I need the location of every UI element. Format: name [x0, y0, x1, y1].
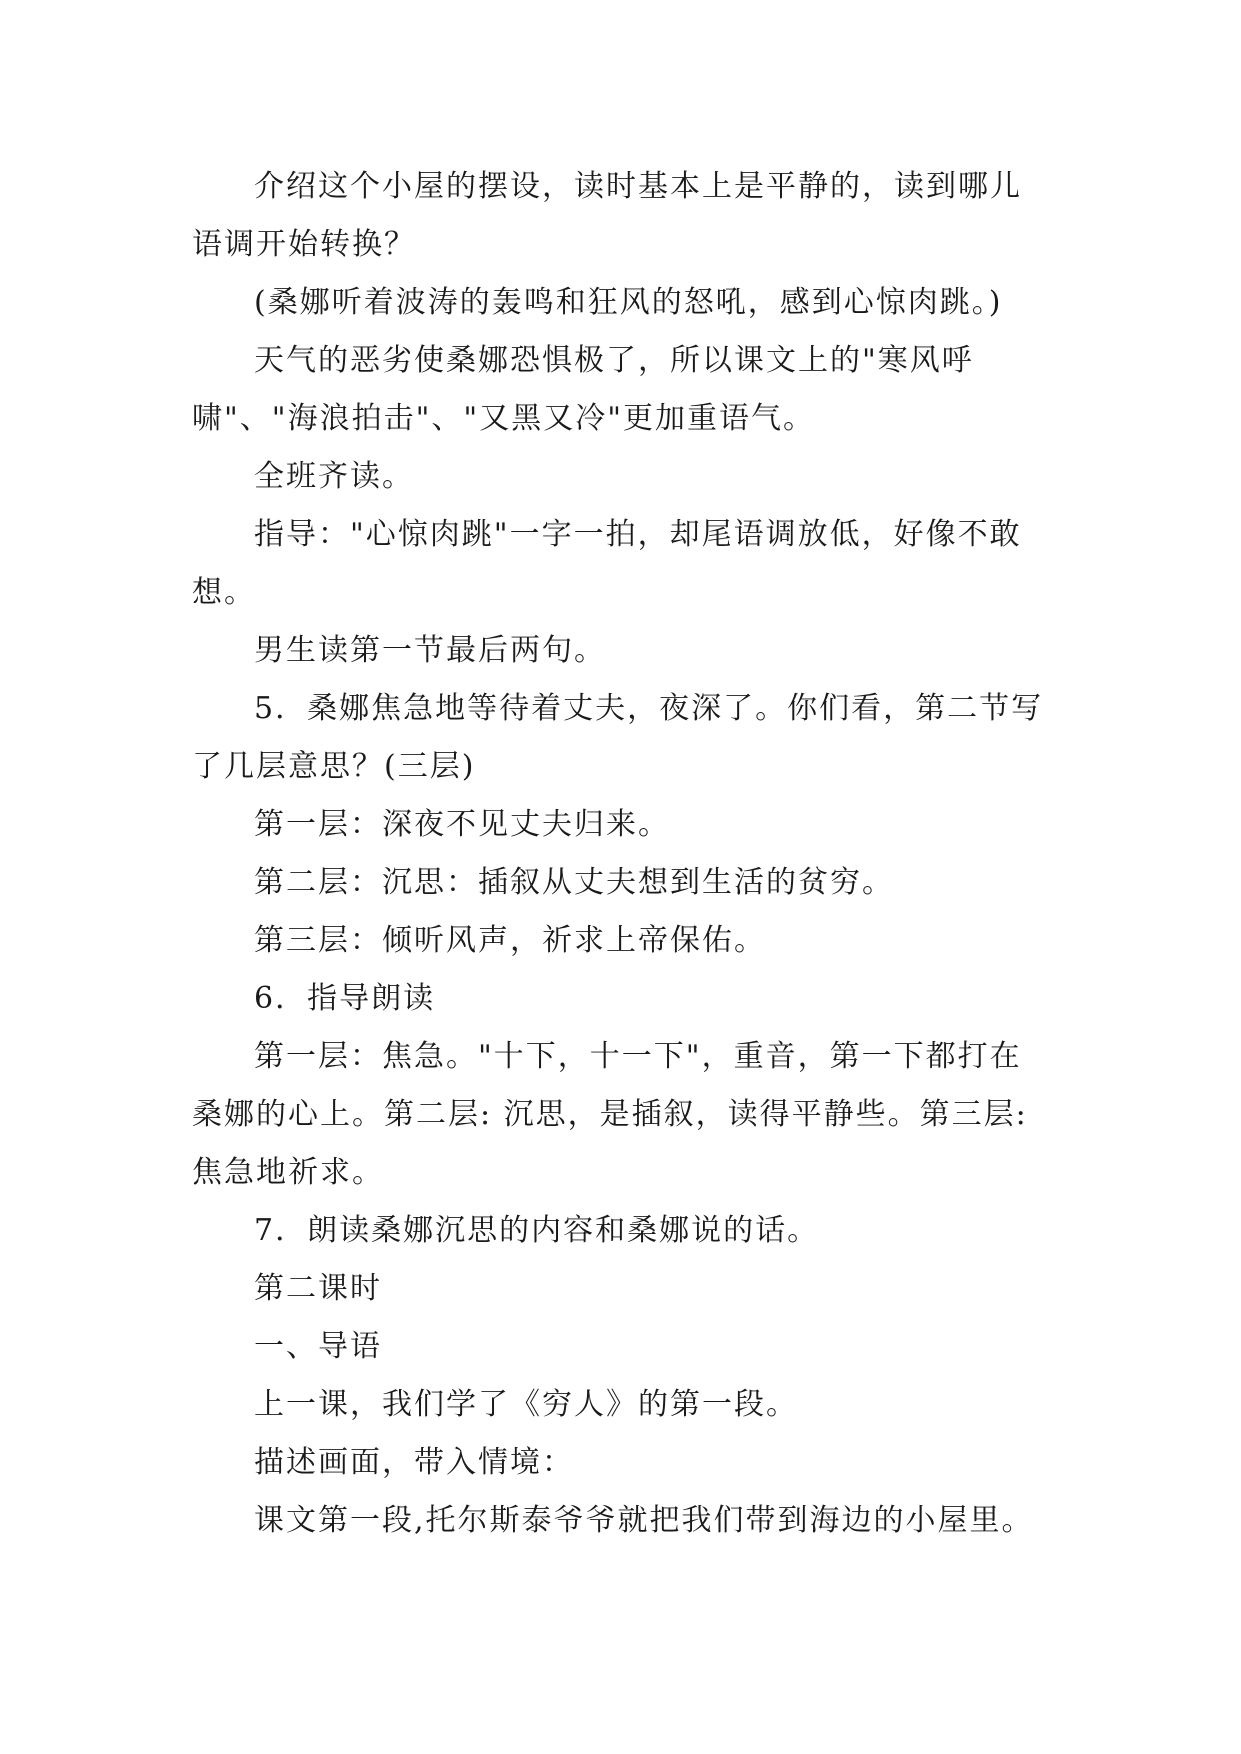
- paragraph: 描述画面，带入情境：: [254, 1445, 574, 1480]
- paragraph: 一、导语: [254, 1329, 382, 1364]
- paragraph: 介绍这个小屋的摆设，读时基本上是平静的，读到哪儿语调开始转换？: [192, 169, 1022, 262]
- paragraph: 7．朗读桑娜沉思的内容和桑娜说的话。: [254, 1213, 820, 1248]
- paragraph: 第二课时: [254, 1271, 382, 1306]
- document-body: [192, 158, 1052, 1550]
- paragraph: 第二层：沉思：插叙从丈夫想到生活的贫穷。: [254, 865, 894, 900]
- paragraph: 天气的恶劣使桑娜恐惧极了，所以课文上的"寒风呼啸"、"海浪拍击"、"又黑又冷"更加重语气。: [192, 343, 974, 436]
- paragraph: 全班齐读。: [254, 459, 414, 494]
- paragraph: 6．指导朗读: [254, 981, 436, 1016]
- paragraph: 第一层：焦急。"十下，十一下"，重音，第一下都打在桑娜的心上。第二层: 沉思，是插叙，读得平静些。第三层: 焦急地祈求。: [192, 1039, 1028, 1190]
- paragraph: 男生读第一节最后两句。: [254, 633, 606, 668]
- paragraph: 指导："心惊肉跳"一字一拍，却尾语调放低，好像不敢想。: [192, 517, 1022, 610]
- paragraph: 第三层：倾听风声，祈求上帝保佑。: [254, 923, 766, 958]
- paragraph: 第一层：深夜不见丈夫归来。: [254, 807, 670, 842]
- paragraph: (桑娜听着波涛的轰鸣和狂风的怒吼，感到心惊肉跳。): [254, 285, 1003, 320]
- paragraph: 上一课，我们学了《穷人》的第一段。: [254, 1387, 798, 1422]
- paragraph: 课文第一段,托尔斯泰爷爷就把我们带到海边的小屋里。: [254, 1503, 1034, 1538]
- paragraph: 5．桑娜焦急地等待着丈夫，夜深了。你们看，第二节写了几层意思？(三层): [192, 691, 1044, 784]
